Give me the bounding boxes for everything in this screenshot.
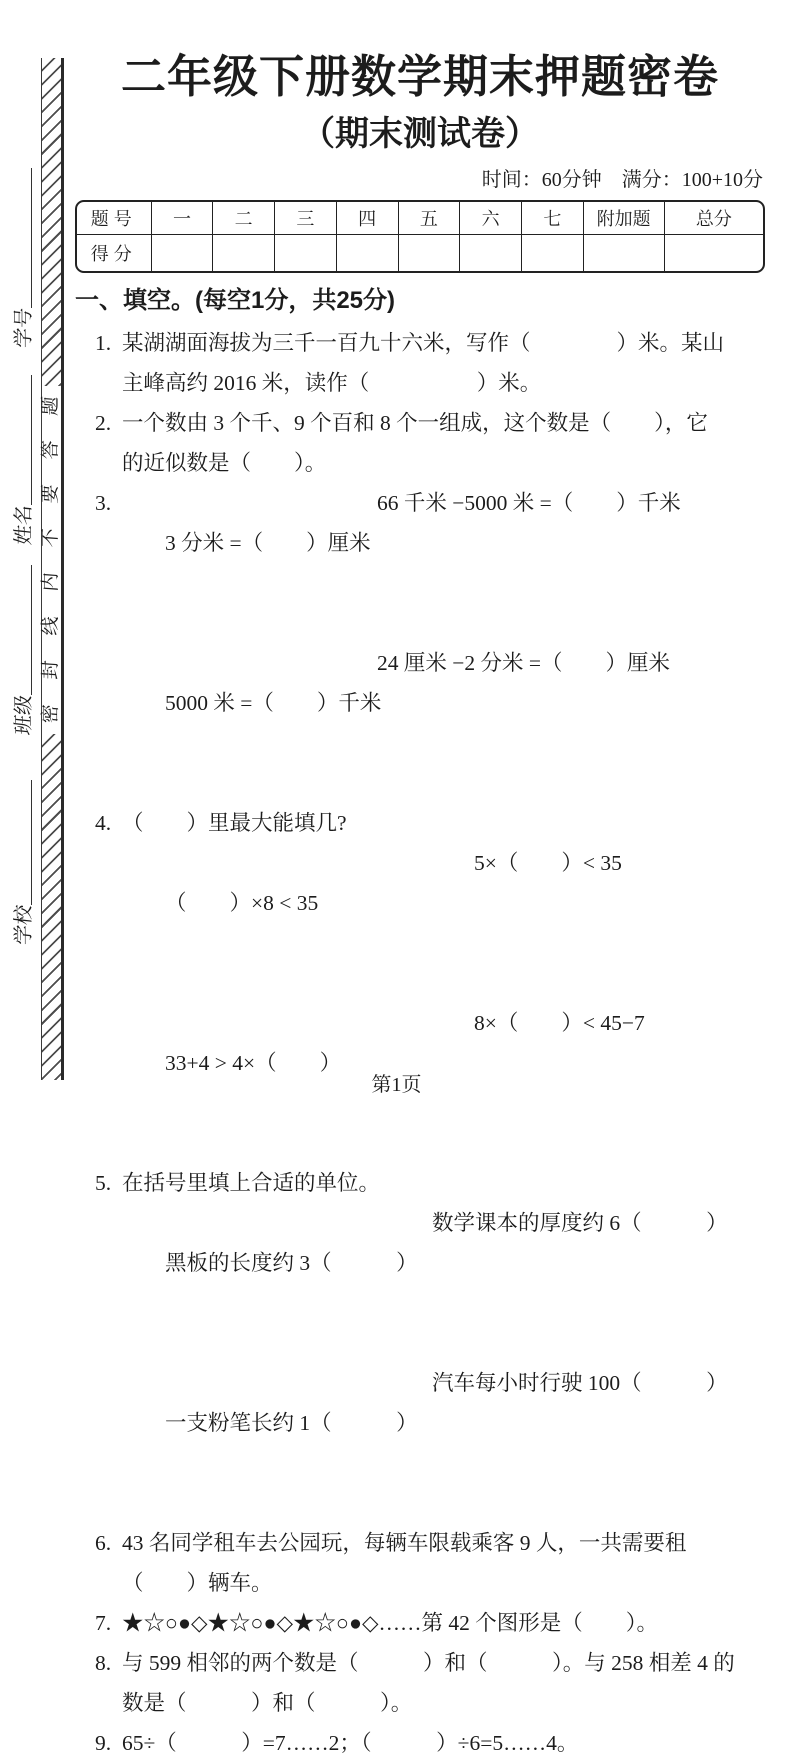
question-line xyxy=(75,1203,765,1363)
question-text: （ ）×8 < 35 xyxy=(165,891,319,915)
score-table-score-row xyxy=(77,234,763,271)
question-text: 的近似数是（ ）。 xyxy=(122,451,327,475)
student-id-label: 学号 xyxy=(13,306,35,350)
question-text: 数是（ ）和（ ）。 xyxy=(122,1691,413,1715)
question-text: 33+4 > 4×（ ） xyxy=(165,1051,342,1075)
seal-char: 要 xyxy=(40,483,62,505)
class-field xyxy=(10,565,36,735)
question-text: 43 名同学租车去公园玩，每辆车限载乘客 9 人，一共需要租 xyxy=(122,1531,687,1555)
score-table-header-cell: 三 xyxy=(275,202,337,234)
name-blank-line xyxy=(31,375,32,505)
question-text: 在括号里填上合适的单位。 xyxy=(122,1171,381,1195)
seal-warning-text xyxy=(42,386,61,734)
question-line xyxy=(75,1363,765,1523)
score-table-header-cell: 四 xyxy=(336,202,398,234)
paper-title: 二年级下册数学期末押题密卷 xyxy=(120,52,719,102)
question-number: 9. xyxy=(95,1731,112,1755)
question-number: 4. xyxy=(95,811,112,835)
school-blank-line xyxy=(31,780,32,905)
score-table-header-cell: 五 xyxy=(398,202,460,234)
question-8 xyxy=(75,1643,765,1723)
student-id-blank-line xyxy=(31,168,32,308)
question-text: 汽车每小时行驶 100（ ） xyxy=(432,1371,728,1395)
question-1 xyxy=(75,323,765,403)
question-line xyxy=(75,1563,765,1603)
question-7 xyxy=(75,1603,765,1643)
question-6 xyxy=(75,1523,765,1603)
score-cell-empty xyxy=(460,234,522,271)
question-text: 一个数由 3 个千、9 个百和 8 个一组成，这个数是（ ），它 xyxy=(122,411,708,435)
school-label: 学校 xyxy=(13,903,35,947)
score-table-header-row xyxy=(77,202,763,234)
score-cell-empty xyxy=(583,234,664,271)
score-cell-empty xyxy=(213,234,275,271)
question-text: 一支粉笔长约 1（ ） xyxy=(165,1411,418,1435)
question-text: 65÷（ ）=7……2；（ ）÷6=5……4。 xyxy=(122,1731,579,1755)
question-line xyxy=(75,843,765,1003)
score-cell-empty xyxy=(275,234,337,271)
main-content xyxy=(75,46,765,1763)
question-text: 66 千米 −5000 米 =（ ）千米 xyxy=(377,491,681,515)
question-3 xyxy=(75,483,765,803)
question-text: 8×（ ）< 45−7 xyxy=(474,1011,645,1035)
score-cell-empty xyxy=(664,234,763,271)
seal-hatch-bottom xyxy=(42,734,61,1080)
question-line xyxy=(75,1643,765,1683)
score-cell-empty xyxy=(521,234,583,271)
seal-char: 封 xyxy=(40,659,62,681)
school-field xyxy=(10,780,36,945)
question-4 xyxy=(75,803,765,1163)
question-number: 7. xyxy=(95,1611,112,1635)
question-number: 6. xyxy=(95,1531,112,1555)
score-table-header-cell: 一 xyxy=(151,202,213,234)
question-line xyxy=(75,483,765,643)
question-text: 主峰高约 2016 米，读作（ ）米。 xyxy=(122,371,542,395)
score-cell-empty xyxy=(336,234,398,271)
seal-line-band xyxy=(41,58,64,1080)
score-row-label: 得分 xyxy=(77,234,151,271)
score-table xyxy=(75,200,765,273)
question-number: 3. xyxy=(95,491,112,515)
score-cell-empty xyxy=(398,234,460,271)
question-line xyxy=(75,1683,765,1723)
fill-in-blank-questions xyxy=(75,323,765,1763)
question-line xyxy=(75,363,765,403)
name-label: 姓名 xyxy=(13,503,35,547)
question-line xyxy=(75,403,765,443)
name-field xyxy=(10,375,36,545)
question-line xyxy=(75,1523,765,1563)
seal-char: 内 xyxy=(40,571,62,593)
seal-char: 线 xyxy=(40,615,62,637)
score-table-header-cell: 总分 xyxy=(664,202,763,234)
question-text: 5000 米 =（ ）千米 xyxy=(165,691,382,715)
seal-char: 题 xyxy=(40,395,62,417)
question-number: 8. xyxy=(95,1651,112,1675)
question-number: 2. xyxy=(95,411,112,435)
score-table-header-cell: 二 xyxy=(213,202,275,234)
question-text: （ ）辆车。 xyxy=(122,1571,273,1595)
section-one-title: 一、填空。(每空1分，共25分) xyxy=(75,287,396,314)
question-9 xyxy=(75,1723,765,1763)
question-line xyxy=(75,643,765,803)
question-text: 某湖湖面海拔为三千一百九十六米，写作（ ）米。某山 xyxy=(122,331,725,355)
score-table-header-cell: 七 xyxy=(521,202,583,234)
question-number: 5. xyxy=(95,1171,112,1195)
question-2 xyxy=(75,403,765,483)
score-table-header-cell: 题号 xyxy=(77,202,151,234)
seal-hatch-top xyxy=(42,58,61,386)
question-5 xyxy=(75,1163,765,1523)
question-text: 黑板的长度约 3（ ） xyxy=(165,1251,418,1275)
paper-subtitle: （期末测试卷） xyxy=(301,116,539,153)
seal-char: 不 xyxy=(40,527,62,549)
question-line xyxy=(75,1163,765,1203)
question-text: 数学课本的厚度约 6（ ） xyxy=(432,1211,728,1235)
score-table-header-cell: 附加题 xyxy=(583,202,664,234)
score-cell-empty xyxy=(151,234,213,271)
question-text: 与 599 相邻的两个数是（ ）和（ ）。与 258 相差 4 的 xyxy=(122,1651,735,1675)
question-text: ★☆○●◇★☆○●◇★☆○●◇……第 42 个图形是（ ）。 xyxy=(122,1611,659,1635)
question-number: 1. xyxy=(95,331,112,355)
question-line xyxy=(75,323,765,363)
time-score-info: 时间：60分钟 满分：100+10分 xyxy=(481,169,763,191)
class-blank-line xyxy=(31,565,32,695)
seal-char: 密 xyxy=(40,703,62,725)
student-id-field xyxy=(10,168,36,348)
question-text: 24 厘米 −2 分米 =（ ）厘米 xyxy=(377,651,671,675)
question-line xyxy=(75,1603,765,1643)
question-line xyxy=(75,443,765,483)
question-text: （ ）里最大能填几? xyxy=(122,811,347,835)
question-text: 5×（ ）< 35 xyxy=(474,851,622,875)
seal-char: 答 xyxy=(40,439,62,461)
class-label: 班级 xyxy=(13,693,35,737)
score-table-header-cell: 六 xyxy=(460,202,522,234)
question-text: 3 分米 =（ ）厘米 xyxy=(165,531,371,555)
question-line xyxy=(75,1723,765,1763)
page-number: 第1页 xyxy=(371,1074,422,1096)
question-line xyxy=(75,803,765,843)
